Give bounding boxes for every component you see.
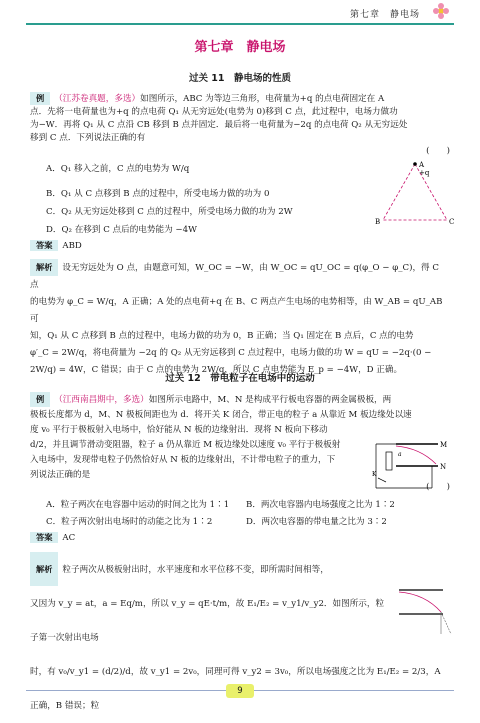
option-a-2: A．粒子两次在电容器中运动的时间之比为 1∶1 — [46, 500, 230, 510]
example-tag: 例 — [30, 92, 50, 105]
option-d: D．Q₂ 在移到 C 点后的电势能为 −4W — [46, 225, 197, 235]
svg-text:K: K — [372, 471, 377, 478]
chapter-title: 第七章 静电场 — [194, 40, 286, 55]
page-number: 9 — [226, 684, 254, 698]
header-chapter: 第七章 静电场 — [349, 10, 420, 20]
analysis-2: 解析 粒子两次从极板射出时，水平速度和水平位移不变，即所需时间相等， 又因为 v_y = at，a = Eq/m，所以 v_y = qE·t/m，故 E₁/E₂ = v_y1/v_y2．如图所示，粒子第一次射出电场 时，有 v₀/v_y1 = (d/2)/d，故 v_y1 = 2v₀，同理可得 v_y2 = 3v₀，所以电场强度之比为 E₁/E₂ = 2/3，A 正确，B 错误；粒 — [30, 552, 390, 723]
svg-text:N: N — [440, 463, 447, 471]
option-b: B．Q₁ 从 C 点移到 B 点的过程中，所受电场力做的功为 0 — [46, 189, 270, 199]
svg-text:+q: +q — [419, 169, 430, 177]
svg-text:a: a — [398, 451, 402, 458]
svg-text:C: C — [449, 218, 455, 226]
page-header — [0, 0, 480, 26]
flower-icon — [430, 2, 452, 20]
option-a: A．Q₁ 移入之前，C 点的电势为 W/q — [46, 164, 190, 174]
answer-1: 答案 ABD — [30, 240, 82, 251]
section-title-1: 过关 11 静电场的性质 — [188, 73, 292, 84]
question-source: （江苏卷真题，多选） — [54, 94, 141, 104]
analysis-1: 解析 设无穷远处为 O 点，由题意可知，W_OC = −W，由 W_OC = qU_OC = q(φ_O − φ_C)，得 C 点 的电势为 φ_C = W/q，A 正确；A 处的点电荷+q 在 B、C 两点产生电场的电势相等，由 W_AB = qU_AB 可 知，Q₁ 从 C 点移到 B 点的过程中，电场力做的功为 0，B 正确；当 Q₁ 固定在 B 点后，C 点的电势 φ′_C = 2W/q，将电荷量为 −2q 的 Q₂ 从无穷远移到 C 点过程中，电场力做的功 W = qU = −2q·(0 − 2W/q) = 4W，C 错误；由于 C 点的电势为 2W/q，所以 C 点电势能为 E_p = −4W，D 正确。 — [30, 259, 450, 379]
svg-text:A: A — [419, 161, 425, 169]
svg-text:M: M — [440, 441, 448, 449]
section-title-2: 过关 12 带电粒子在电场中的运动 — [165, 373, 315, 384]
analysis-tag: 解析 — [30, 259, 58, 276]
capacitor-circuit-figure — [372, 436, 452, 498]
answer-paren: ( ) — [426, 146, 450, 156]
option-c-2: C．粒子两次射出电场时的动能之比为 1∶2 — [46, 517, 213, 527]
svg-text:B: B — [375, 218, 381, 226]
header-rule — [26, 23, 454, 25]
triangle-figure — [375, 158, 455, 230]
trajectory-figure — [395, 584, 455, 640]
option-c: C．Q₂ 从无穷远处移到 C 点的过程中，所受电场力做的功为 2W — [46, 207, 293, 217]
question-2: 例 （江西南昌期中，多选）如图所示电路中，M、N 是构成平行板电容器的两金属极板，两 极板长度都为 d，M、N 极板间距也为 d．将开关 K 闭合，带正电的粒子 a 从靠近 M 板边缘处以速 度 v₀ 平行于极板射入电场中，恰好能从 N 板的边缘射出．现将 N 板向下移动 d/2，并且调节滑动变阻器，粒子 a 仍从靠近 M 板边缘处以速度 v₀ 平行于极板射 入电场中，发现带电粒子仍然恰好从 N 板的边缘射出，不计带电粒子的重力，下 列说法正确的是 — [30, 394, 412, 480]
question-1: 例 （江苏卷真题，多选）如图所示，ABC 为等边三角形，电荷量为+q 的点电荷固定在 A 点．先将一电荷量也为+q 的点电荷 Q₁ 从无穷远处(电势为 0)移到 C 点，此过程中，电场力做功 为−W．再将 Q₁ 从 C 点沿 CB 移到 B 点并固定．最后将一电荷量为−2q 的点电荷 Q₂ 从无穷远处 移到 C 点．下列说法正确的有 — [30, 93, 408, 143]
answer-2: 答案 AC — [30, 532, 75, 543]
option-b-2: B．两次电容器内电场强度之比为 1∶2 — [246, 500, 395, 510]
option-d-2: D．两次电容器的带电量之比为 3∶2 — [246, 517, 387, 527]
